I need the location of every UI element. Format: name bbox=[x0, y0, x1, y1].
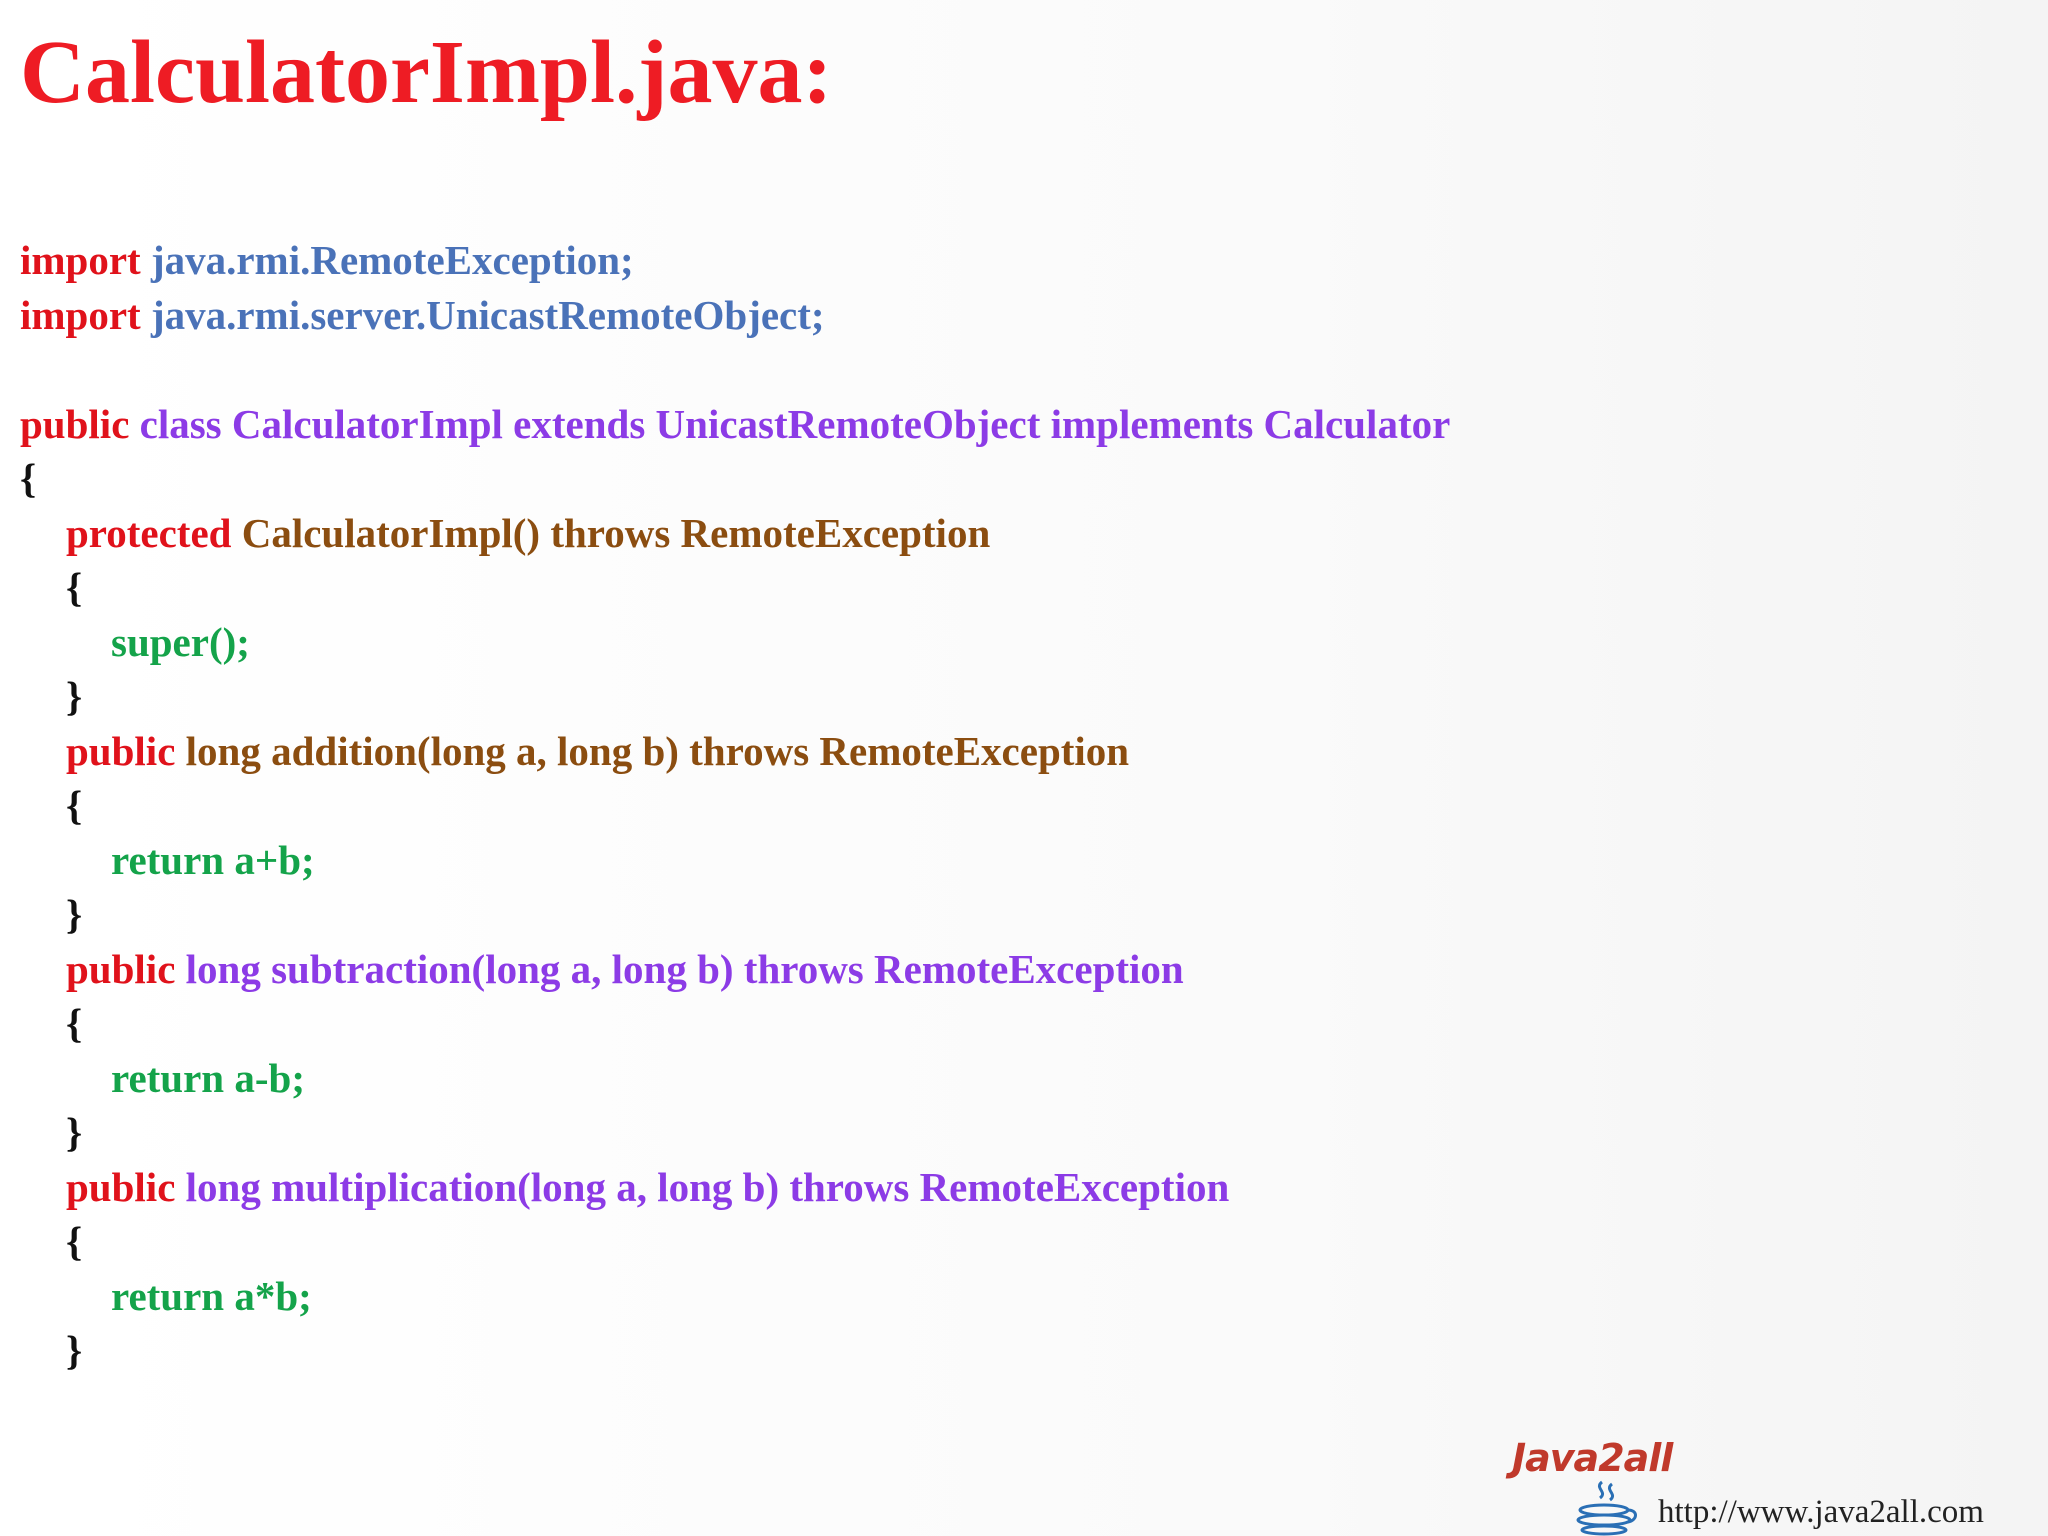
code-line bbox=[20, 451, 1450, 506]
footer-url: http://www.java2all.com bbox=[1658, 1494, 1984, 1530]
code-token: public bbox=[66, 727, 176, 774]
code-token: long subtraction(long a, long b) throws RemoteException bbox=[175, 945, 1184, 992]
code-token: java.rmi.server.UnicastRemoteObject; bbox=[140, 291, 825, 338]
code-token: import bbox=[20, 291, 141, 338]
code-line bbox=[20, 560, 1450, 615]
logo-text: Java2all bbox=[1512, 1436, 1673, 1480]
code-line bbox=[20, 833, 1450, 888]
code-token: super(); bbox=[111, 618, 250, 665]
code-line bbox=[20, 233, 1450, 288]
code-line bbox=[20, 669, 1450, 724]
code-line bbox=[20, 887, 1450, 942]
code-token: CalculatorImpl() throws RemoteException bbox=[231, 509, 991, 556]
slide-title: CalculatorImpl.java: bbox=[20, 23, 833, 122]
blank-line bbox=[20, 342, 1450, 397]
code-token: { bbox=[66, 782, 83, 828]
code-token: { bbox=[20, 455, 37, 501]
code-line bbox=[20, 1214, 1450, 1269]
code-token: public bbox=[66, 1163, 176, 1210]
code-token: return a-b; bbox=[111, 1054, 305, 1101]
code-token: } bbox=[66, 891, 83, 937]
java2all-logo bbox=[1512, 1436, 1672, 1536]
code-token: java.rmi.RemoteException; bbox=[140, 237, 634, 283]
code-line bbox=[20, 942, 1450, 997]
code-line bbox=[20, 1051, 1450, 1106]
code-token: public bbox=[20, 400, 130, 447]
code-token: return a+b; bbox=[111, 836, 315, 883]
code-token: } bbox=[66, 1327, 83, 1373]
code-token: { bbox=[66, 564, 83, 610]
code-token: return a*b; bbox=[111, 1272, 312, 1319]
java-cup-icon bbox=[1564, 1480, 1654, 1536]
code-token: class CalculatorImpl extends UnicastRemoteObject implements Calculator bbox=[129, 400, 1451, 447]
code-line bbox=[20, 1269, 1450, 1324]
code-block bbox=[20, 233, 1450, 1378]
code-token: } bbox=[66, 1109, 83, 1155]
code-token: public bbox=[66, 945, 176, 992]
code-token: protected bbox=[66, 509, 232, 556]
code-token: long addition(long a, long b) throws RemoteException bbox=[175, 727, 1130, 774]
code-line bbox=[20, 724, 1450, 779]
code-token: { bbox=[66, 1218, 83, 1264]
code-line bbox=[20, 615, 1450, 670]
code-token: { bbox=[66, 1000, 83, 1046]
code-line bbox=[20, 778, 1450, 833]
code-line bbox=[20, 506, 1450, 561]
code-line bbox=[20, 1323, 1450, 1378]
code-token: } bbox=[66, 673, 83, 719]
code-token: long multiplication(long a, long b) throws RemoteException bbox=[175, 1163, 1230, 1210]
code-line bbox=[20, 1160, 1450, 1215]
code-line bbox=[20, 1105, 1450, 1160]
code-line bbox=[20, 288, 1450, 343]
code-line bbox=[20, 996, 1450, 1051]
code-line bbox=[20, 397, 1450, 452]
code-token: import bbox=[20, 237, 141, 283]
